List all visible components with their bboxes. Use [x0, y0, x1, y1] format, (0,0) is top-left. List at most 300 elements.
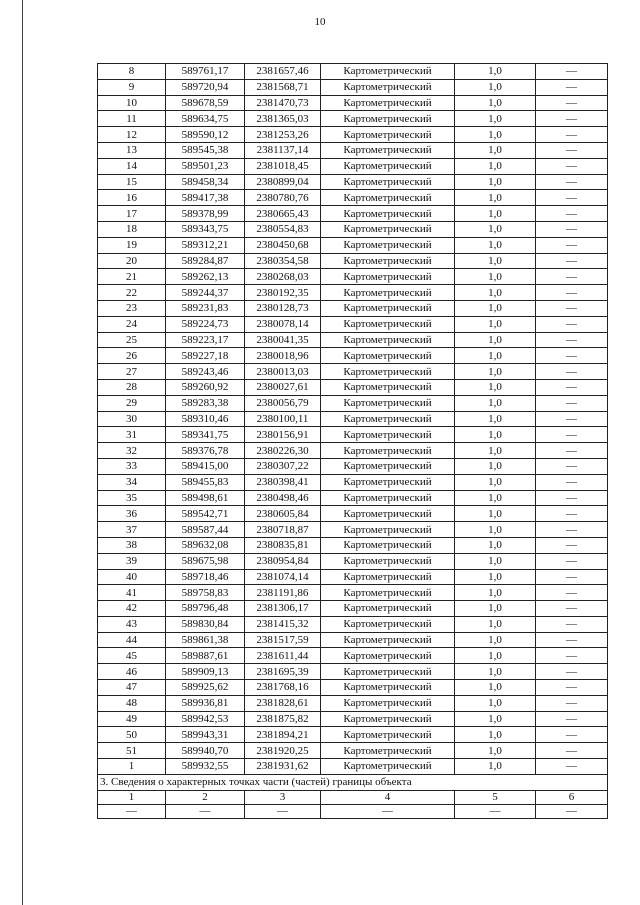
accuracy-cell: 1,0: [455, 142, 536, 158]
y-coordinate-cell: 2380780,76: [245, 190, 321, 206]
point-number-cell: 47: [98, 680, 166, 696]
description-cell: —: [536, 348, 608, 364]
accuracy-cell: 1,0: [455, 364, 536, 380]
accuracy-cell: 1,0: [455, 64, 536, 80]
description-cell: —: [536, 411, 608, 427]
accuracy-cell: 1,0: [455, 300, 536, 316]
y-coordinate-cell: 2381470,73: [245, 95, 321, 111]
accuracy-cell: 1,0: [455, 727, 536, 743]
accuracy-cell: 1,0: [455, 616, 536, 632]
description-cell: —: [536, 95, 608, 111]
method-cell: Картометрический: [321, 300, 455, 316]
x-coordinate-cell: 589501,23: [166, 158, 245, 174]
x-coordinate-cell: 589310,46: [166, 411, 245, 427]
y-coordinate-cell: 2381018,45: [245, 158, 321, 174]
section3-header-cell: 3: [245, 790, 321, 804]
description-cell: —: [536, 379, 608, 395]
section3-empty-cell: —: [166, 804, 245, 818]
section3-header-cell: 2: [166, 790, 245, 804]
x-coordinate-cell: 589925,62: [166, 680, 245, 696]
point-number-cell: 20: [98, 253, 166, 269]
method-cell: Картометрический: [321, 553, 455, 569]
description-cell: —: [536, 632, 608, 648]
accuracy-cell: 1,0: [455, 411, 536, 427]
point-number-cell: 27: [98, 364, 166, 380]
table-row: [98, 443, 608, 459]
y-coordinate-cell: 2381517,59: [245, 632, 321, 648]
x-coordinate-cell: 589223,17: [166, 332, 245, 348]
accuracy-cell: 1,0: [455, 632, 536, 648]
accuracy-cell: 1,0: [455, 395, 536, 411]
method-cell: Картометрический: [321, 727, 455, 743]
accuracy-cell: 1,0: [455, 111, 536, 127]
x-coordinate-cell: 589231,83: [166, 300, 245, 316]
description-cell: —: [536, 711, 608, 727]
y-coordinate-cell: 2381920,25: [245, 743, 321, 759]
point-number-cell: 30: [98, 411, 166, 427]
y-coordinate-cell: 2380013,03: [245, 364, 321, 380]
description-cell: —: [536, 616, 608, 632]
x-coordinate-cell: 589909,13: [166, 664, 245, 680]
x-coordinate-cell: 589417,38: [166, 190, 245, 206]
point-number-cell: 15: [98, 174, 166, 190]
x-coordinate-cell: 589376,78: [166, 443, 245, 459]
accuracy-cell: 1,0: [455, 206, 536, 222]
y-coordinate-cell: 2380554,83: [245, 221, 321, 237]
point-number-cell: 9: [98, 79, 166, 95]
point-number-cell: 12: [98, 127, 166, 143]
x-coordinate-cell: 589587,44: [166, 522, 245, 538]
x-coordinate-cell: 589378,99: [166, 206, 245, 222]
method-cell: Картометрический: [321, 95, 455, 111]
table-row: [98, 537, 608, 553]
point-number-cell: 8: [98, 64, 166, 80]
table-row: [98, 253, 608, 269]
point-number-cell: 44: [98, 632, 166, 648]
description-cell: —: [536, 522, 608, 538]
accuracy-cell: 1,0: [455, 332, 536, 348]
point-number-cell: 43: [98, 616, 166, 632]
method-cell: Картометрический: [321, 253, 455, 269]
table-row: [98, 743, 608, 759]
description-cell: —: [536, 206, 608, 222]
y-coordinate-cell: 2381894,21: [245, 727, 321, 743]
description-cell: —: [536, 585, 608, 601]
x-coordinate-cell: 589284,87: [166, 253, 245, 269]
y-coordinate-cell: 2380398,41: [245, 474, 321, 490]
method-cell: Картометрический: [321, 522, 455, 538]
x-coordinate-cell: 589940,70: [166, 743, 245, 759]
method-cell: Картометрический: [321, 395, 455, 411]
y-coordinate-cell: 2380100,11: [245, 411, 321, 427]
y-coordinate-cell: 2381306,17: [245, 601, 321, 617]
point-number-cell: 10: [98, 95, 166, 111]
x-coordinate-cell: 589312,21: [166, 237, 245, 253]
table-row: [98, 427, 608, 443]
table-row: [98, 379, 608, 395]
accuracy-cell: 1,0: [455, 443, 536, 459]
point-number-cell: 26: [98, 348, 166, 364]
y-coordinate-cell: 2381415,32: [245, 616, 321, 632]
method-cell: Картометрический: [321, 174, 455, 190]
section3-empty-cell: —: [455, 804, 536, 818]
y-coordinate-cell: 2380226,30: [245, 443, 321, 459]
description-cell: —: [536, 64, 608, 80]
coordinates-table: [97, 63, 608, 819]
accuracy-cell: 1,0: [455, 285, 536, 301]
method-cell: Картометрический: [321, 458, 455, 474]
y-coordinate-cell: 2380605,84: [245, 506, 321, 522]
table-row: [98, 553, 608, 569]
accuracy-cell: 1,0: [455, 506, 536, 522]
point-number-cell: 37: [98, 522, 166, 538]
accuracy-cell: 1,0: [455, 348, 536, 364]
y-coordinate-cell: 2380354,58: [245, 253, 321, 269]
section3-header-cell: 5: [455, 790, 536, 804]
table-row: [98, 142, 608, 158]
accuracy-cell: 1,0: [455, 759, 536, 775]
accuracy-cell: 1,0: [455, 127, 536, 143]
accuracy-cell: 1,0: [455, 458, 536, 474]
description-cell: —: [536, 142, 608, 158]
y-coordinate-cell: 2380192,35: [245, 285, 321, 301]
x-coordinate-cell: 589861,38: [166, 632, 245, 648]
method-cell: Картометрический: [321, 648, 455, 664]
method-cell: Картометрический: [321, 585, 455, 601]
point-number-cell: 31: [98, 427, 166, 443]
point-number-cell: 40: [98, 569, 166, 585]
point-number-cell: 22: [98, 285, 166, 301]
accuracy-cell: 1,0: [455, 648, 536, 664]
description-cell: —: [536, 364, 608, 380]
x-coordinate-cell: 589498,61: [166, 490, 245, 506]
table-row: [98, 364, 608, 380]
method-cell: Картометрический: [321, 206, 455, 222]
accuracy-cell: 1,0: [455, 743, 536, 759]
accuracy-cell: 1,0: [455, 237, 536, 253]
description-cell: —: [536, 79, 608, 95]
section3-empty-cell: —: [321, 804, 455, 818]
table-row: [98, 221, 608, 237]
accuracy-cell: 1,0: [455, 95, 536, 111]
y-coordinate-cell: 2380954,84: [245, 553, 321, 569]
page-left-edge-line: [22, 0, 23, 905]
table-row: [98, 458, 608, 474]
method-cell: Картометрический: [321, 474, 455, 490]
method-cell: Картометрический: [321, 664, 455, 680]
accuracy-cell: 1,0: [455, 316, 536, 332]
section3-empty-cell: —: [536, 804, 608, 818]
description-cell: —: [536, 458, 608, 474]
y-coordinate-cell: 2380498,46: [245, 490, 321, 506]
method-cell: Картометрический: [321, 158, 455, 174]
x-coordinate-cell: 589458,34: [166, 174, 245, 190]
section3-title: 3. Сведения о характерных точках части (частей) границы объекта: [98, 774, 608, 790]
point-number-cell: 34: [98, 474, 166, 490]
point-number-cell: 33: [98, 458, 166, 474]
table-row: [98, 506, 608, 522]
x-coordinate-cell: 589415,00: [166, 458, 245, 474]
y-coordinate-cell: 2380268,03: [245, 269, 321, 285]
y-coordinate-cell: 2380665,43: [245, 206, 321, 222]
point-number-cell: 23: [98, 300, 166, 316]
x-coordinate-cell: 589243,46: [166, 364, 245, 380]
accuracy-cell: 1,0: [455, 79, 536, 95]
x-coordinate-cell: 589590,12: [166, 127, 245, 143]
method-cell: Картометрический: [321, 443, 455, 459]
description-cell: —: [536, 190, 608, 206]
accuracy-cell: 1,0: [455, 664, 536, 680]
x-coordinate-cell: 589244,37: [166, 285, 245, 301]
section3-empty-cell: —: [98, 804, 166, 818]
point-number-cell: 42: [98, 601, 166, 617]
method-cell: Картометрический: [321, 127, 455, 143]
accuracy-cell: 1,0: [455, 522, 536, 538]
point-number-cell: 32: [98, 443, 166, 459]
method-cell: Картометрический: [321, 79, 455, 95]
point-number-cell: 25: [98, 332, 166, 348]
description-cell: —: [536, 111, 608, 127]
point-number-cell: 38: [98, 537, 166, 553]
point-number-cell: 18: [98, 221, 166, 237]
table-row: [98, 490, 608, 506]
y-coordinate-cell: 2381768,16: [245, 680, 321, 696]
y-coordinate-cell: 2380899,04: [245, 174, 321, 190]
accuracy-cell: 1,0: [455, 695, 536, 711]
section3-header-cell: 4: [321, 790, 455, 804]
y-coordinate-cell: 2380018,96: [245, 348, 321, 364]
coordinates-table-body: [98, 64, 608, 775]
method-cell: Картометрический: [321, 743, 455, 759]
x-coordinate-cell: 589224,73: [166, 316, 245, 332]
method-cell: Картометрический: [321, 111, 455, 127]
x-coordinate-cell: 589830,84: [166, 616, 245, 632]
x-coordinate-cell: 589936,81: [166, 695, 245, 711]
accuracy-cell: 1,0: [455, 221, 536, 237]
method-cell: Картометрический: [321, 601, 455, 617]
accuracy-cell: 1,0: [455, 585, 536, 601]
point-number-cell: 35: [98, 490, 166, 506]
description-cell: —: [536, 221, 608, 237]
method-cell: Картометрический: [321, 695, 455, 711]
method-cell: Картометрический: [321, 348, 455, 364]
method-cell: Картометрический: [321, 616, 455, 632]
method-cell: Картометрический: [321, 379, 455, 395]
method-cell: Картометрический: [321, 490, 455, 506]
table-row: [98, 95, 608, 111]
point-number-cell: 28: [98, 379, 166, 395]
accuracy-cell: 1,0: [455, 601, 536, 617]
table-row: [98, 111, 608, 127]
x-coordinate-cell: 589283,38: [166, 395, 245, 411]
x-coordinate-cell: 589455,83: [166, 474, 245, 490]
section3-title-row: [98, 774, 608, 790]
y-coordinate-cell: 2381253,26: [245, 127, 321, 143]
x-coordinate-cell: 589545,38: [166, 142, 245, 158]
table-row: [98, 300, 608, 316]
point-number-cell: 16: [98, 190, 166, 206]
description-cell: —: [536, 743, 608, 759]
table-row: [98, 601, 608, 617]
point-number-cell: 13: [98, 142, 166, 158]
description-cell: —: [536, 427, 608, 443]
section3-empty-row: [98, 804, 608, 818]
x-coordinate-cell: 589341,75: [166, 427, 245, 443]
point-number-cell: 48: [98, 695, 166, 711]
y-coordinate-cell: 2380450,68: [245, 237, 321, 253]
page-number: 10: [314, 16, 326, 28]
section3-block: [98, 774, 608, 818]
method-cell: Картометрический: [321, 506, 455, 522]
point-number-cell: 46: [98, 664, 166, 680]
description-cell: —: [536, 537, 608, 553]
y-coordinate-cell: 2381828,61: [245, 695, 321, 711]
y-coordinate-cell: 2381074,14: [245, 569, 321, 585]
y-coordinate-cell: 2381657,46: [245, 64, 321, 80]
y-coordinate-cell: 2381137,14: [245, 142, 321, 158]
table-row: [98, 79, 608, 95]
point-number-cell: 51: [98, 743, 166, 759]
point-number-cell: 21: [98, 269, 166, 285]
y-coordinate-cell: 2381568,71: [245, 79, 321, 95]
point-number-cell: 41: [98, 585, 166, 601]
table-row: [98, 237, 608, 253]
description-cell: —: [536, 174, 608, 190]
method-cell: Картометрический: [321, 569, 455, 585]
description-cell: —: [536, 253, 608, 269]
description-cell: —: [536, 680, 608, 696]
method-cell: Картометрический: [321, 269, 455, 285]
table-row: [98, 127, 608, 143]
accuracy-cell: 1,0: [455, 680, 536, 696]
table-row: [98, 411, 608, 427]
accuracy-cell: 1,0: [455, 537, 536, 553]
method-cell: Картометрический: [321, 316, 455, 332]
description-cell: —: [536, 237, 608, 253]
accuracy-cell: 1,0: [455, 474, 536, 490]
x-coordinate-cell: 589942,53: [166, 711, 245, 727]
section3-header-row: [98, 790, 608, 804]
y-coordinate-cell: 2381695,39: [245, 664, 321, 680]
x-coordinate-cell: 589262,13: [166, 269, 245, 285]
description-cell: —: [536, 269, 608, 285]
description-cell: —: [536, 490, 608, 506]
y-coordinate-cell: 2380056,79: [245, 395, 321, 411]
table-row: [98, 759, 608, 775]
point-number-cell: 19: [98, 237, 166, 253]
point-number-cell: 14: [98, 158, 166, 174]
description-cell: —: [536, 601, 608, 617]
point-number-cell: 36: [98, 506, 166, 522]
table-row: [98, 64, 608, 80]
point-number-cell: 49: [98, 711, 166, 727]
description-cell: —: [536, 648, 608, 664]
description-cell: —: [536, 285, 608, 301]
description-cell: —: [536, 727, 608, 743]
table-row: [98, 569, 608, 585]
table-row: [98, 474, 608, 490]
method-cell: Картометрический: [321, 332, 455, 348]
method-cell: Картометрический: [321, 537, 455, 553]
description-cell: —: [536, 443, 608, 459]
table-row: [98, 695, 608, 711]
method-cell: Картометрический: [321, 364, 455, 380]
accuracy-cell: 1,0: [455, 553, 536, 569]
table-row: [98, 332, 608, 348]
point-number-cell: 1: [98, 759, 166, 775]
point-number-cell: 29: [98, 395, 166, 411]
accuracy-cell: 1,0: [455, 427, 536, 443]
x-coordinate-cell: 589632,08: [166, 537, 245, 553]
table-row: [98, 206, 608, 222]
y-coordinate-cell: 2380041,35: [245, 332, 321, 348]
point-number-cell: 17: [98, 206, 166, 222]
y-coordinate-cell: 2380307,22: [245, 458, 321, 474]
accuracy-cell: 1,0: [455, 490, 536, 506]
y-coordinate-cell: 2381611,44: [245, 648, 321, 664]
method-cell: Картометрический: [321, 142, 455, 158]
method-cell: Картометрический: [321, 411, 455, 427]
method-cell: Картометрический: [321, 632, 455, 648]
y-coordinate-cell: 2381875,82: [245, 711, 321, 727]
section3-empty-cell: —: [245, 804, 321, 818]
method-cell: Картометрический: [321, 680, 455, 696]
x-coordinate-cell: 589758,83: [166, 585, 245, 601]
x-coordinate-cell: 589796,48: [166, 601, 245, 617]
method-cell: Картометрический: [321, 190, 455, 206]
description-cell: —: [536, 506, 608, 522]
y-coordinate-cell: 2380128,73: [245, 300, 321, 316]
table-row: [98, 158, 608, 174]
description-cell: —: [536, 127, 608, 143]
description-cell: —: [536, 316, 608, 332]
method-cell: Картометрический: [321, 711, 455, 727]
table-row: [98, 316, 608, 332]
y-coordinate-cell: 2380027,61: [245, 379, 321, 395]
accuracy-cell: 1,0: [455, 158, 536, 174]
method-cell: Картометрический: [321, 221, 455, 237]
table-row: [98, 648, 608, 664]
point-number-cell: 11: [98, 111, 166, 127]
table-row: [98, 174, 608, 190]
table-row: [98, 711, 608, 727]
table-row: [98, 285, 608, 301]
accuracy-cell: 1,0: [455, 269, 536, 285]
table-row: [98, 616, 608, 632]
x-coordinate-cell: 589227,18: [166, 348, 245, 364]
method-cell: Картометрический: [321, 759, 455, 775]
accuracy-cell: 1,0: [455, 711, 536, 727]
method-cell: Картометрический: [321, 237, 455, 253]
y-coordinate-cell: 2380835,81: [245, 537, 321, 553]
point-number-cell: 50: [98, 727, 166, 743]
x-coordinate-cell: 589943,31: [166, 727, 245, 743]
table-row: [98, 727, 608, 743]
y-coordinate-cell: 2381931,62: [245, 759, 321, 775]
description-cell: —: [536, 300, 608, 316]
section3-header-cell: 1: [98, 790, 166, 804]
accuracy-cell: 1,0: [455, 569, 536, 585]
x-coordinate-cell: 589720,94: [166, 79, 245, 95]
description-cell: —: [536, 474, 608, 490]
description-cell: —: [536, 553, 608, 569]
point-number-cell: 24: [98, 316, 166, 332]
point-number-cell: 45: [98, 648, 166, 664]
table-row: [98, 190, 608, 206]
section3-header-cell: 6: [536, 790, 608, 804]
table-row: [98, 348, 608, 364]
accuracy-cell: 1,0: [455, 379, 536, 395]
